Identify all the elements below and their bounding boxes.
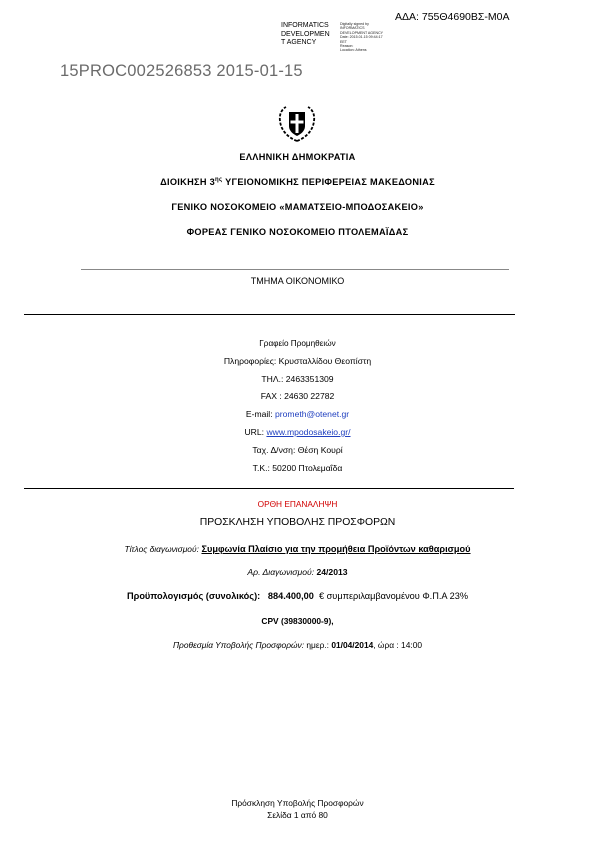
signature-agency-line: DEVELOPMEN bbox=[281, 30, 330, 38]
ada-number: ΑΔΑ: 755Θ4690ΒΣ-Μ0Α bbox=[395, 11, 510, 23]
department-name: ΤΜΗΜΑ ΟΙΚΟΝΟΜΙΚΟ bbox=[250, 276, 345, 286]
contact-email-row bbox=[0, 409, 595, 419]
tender-number: 24/2013 bbox=[316, 567, 348, 577]
header-carrier: ΦΟΡΕΑΣ ΓΕΝΙΚΟ ΝΟΣΟΚΟΜΕΙΟ ΠΤΟΛΕΜΑΪΔΑΣ bbox=[186, 227, 409, 237]
signature-detail-line: Location: Athens bbox=[340, 48, 367, 53]
header-health-region-pre: ΔΙΟΙΚΗΣΗ 3 bbox=[160, 177, 216, 188]
divider bbox=[24, 314, 515, 315]
signature-detail-line: EET bbox=[340, 39, 347, 44]
header-republic: ΕΛΛΗΝΙΚΗ ΔΗΜΟΚΡΑΤΙΑ bbox=[239, 152, 356, 162]
divider bbox=[24, 488, 514, 489]
tender-title-row bbox=[0, 544, 595, 554]
signature-detail-line: Reason: bbox=[340, 44, 354, 49]
url-label: URL: bbox=[244, 427, 267, 437]
contact-fax: FAX : 24630 22782 bbox=[260, 391, 335, 401]
header-health-region-post: ΥΓΕΙΟΝΟΜΙΚΗΣ ΠΕΡΙΦΕΡΕΙΑΣ ΜΑΚΕΔΟΝΙΑΣ bbox=[222, 177, 435, 188]
contact-phone: ΤΗΛ.: 2463351309 bbox=[261, 374, 334, 384]
deadline-time-label: , ώρα : bbox=[373, 640, 402, 650]
signature-detail-line: Date: 2015.01.15 09:44:17 bbox=[340, 35, 383, 40]
contact-postal: Τ.Κ.: 50200 Πτολεμαΐδα bbox=[252, 463, 343, 473]
contact-person: Πληροφορίες: Κρυσταλλίδου Θεοπίστη bbox=[223, 356, 372, 366]
budget-value: 884.400,00 bbox=[267, 591, 314, 601]
header-health-region bbox=[0, 177, 595, 187]
signature-detail-line: Digitally signed by bbox=[340, 22, 369, 26]
header-health-region-sup: ης bbox=[215, 177, 223, 183]
cpv-code: CPV (39830000-9), bbox=[261, 616, 334, 626]
email-link[interactable]: prometh@otenet.gr bbox=[274, 409, 350, 419]
header-hospital: ΓΕΝΙΚΟ ΝΟΣΟΚΟΜΕΙΟ «ΜΑΜΑΤΣΕΙΟ-ΜΠΟΔΟΣΑΚΕΙΟ» bbox=[171, 202, 424, 212]
procurement-id: 15PROC002526853 2015-01-15 bbox=[60, 62, 303, 80]
page-number: Σελίδα 1 από 80 bbox=[267, 810, 328, 820]
tender-title: Συμφωνία Πλαίσιο για την προμήθεια Προϊόντων καθαρισμού bbox=[201, 544, 471, 554]
signature-details bbox=[340, 22, 383, 53]
budget-note: € συμπεριλαμβανομένου Φ.Π.Α 23% bbox=[318, 591, 468, 601]
office-name: Γραφείο Προμηθειών bbox=[259, 339, 336, 348]
signature-agency-line: T AGENCY bbox=[281, 39, 317, 47]
budget-row bbox=[0, 591, 595, 601]
signature-agency-line: INFORMATICS bbox=[281, 22, 329, 29]
greek-coat-of-arms-icon bbox=[272, 98, 322, 148]
website-link[interactable]: www.mpodosakeio.gr/ bbox=[266, 427, 351, 437]
deadline-label: Προθεσμία Υποβολής Προσφορών: bbox=[172, 640, 307, 650]
email-label: E-mail: bbox=[245, 409, 275, 419]
deadline-date: 01/04/2014 bbox=[331, 640, 374, 650]
divider bbox=[81, 269, 509, 270]
tender-title-label: Τίτλος διαγωνισμού: bbox=[124, 544, 199, 554]
signature-detail-line: DEVELOPMENT AGENCY bbox=[340, 30, 384, 35]
contact-address: Ταχ. Δ/νση: Θέση Κουρί bbox=[252, 445, 343, 455]
signature-agency bbox=[281, 22, 330, 48]
budget-label: Προϋπολογισμός (συνολικός): bbox=[127, 591, 261, 601]
contact-url-row bbox=[0, 427, 595, 437]
tender-number-label: Αρ. Διαγωνισμού: bbox=[247, 567, 317, 577]
deadline-date-label: ημερ.: bbox=[306, 640, 332, 650]
tender-number-row bbox=[0, 567, 595, 577]
deadline-row bbox=[0, 640, 595, 650]
notice-title: ΠΡΟΣΚΛΗΣΗ ΥΠΟΒΟΛΗΣ ΠΡΟΣΦΟΡΩΝ bbox=[199, 517, 396, 528]
signature-detail-line: INFORMATICS bbox=[340, 26, 365, 31]
correction-notice: ΟΡΘΗ ΕΠΑΝΑΛΗΨΗ bbox=[257, 499, 338, 509]
deadline-time: 14:00 bbox=[401, 640, 423, 650]
footer-title: Πρόσκληση Υποβολής Προσφορών bbox=[231, 798, 364, 808]
